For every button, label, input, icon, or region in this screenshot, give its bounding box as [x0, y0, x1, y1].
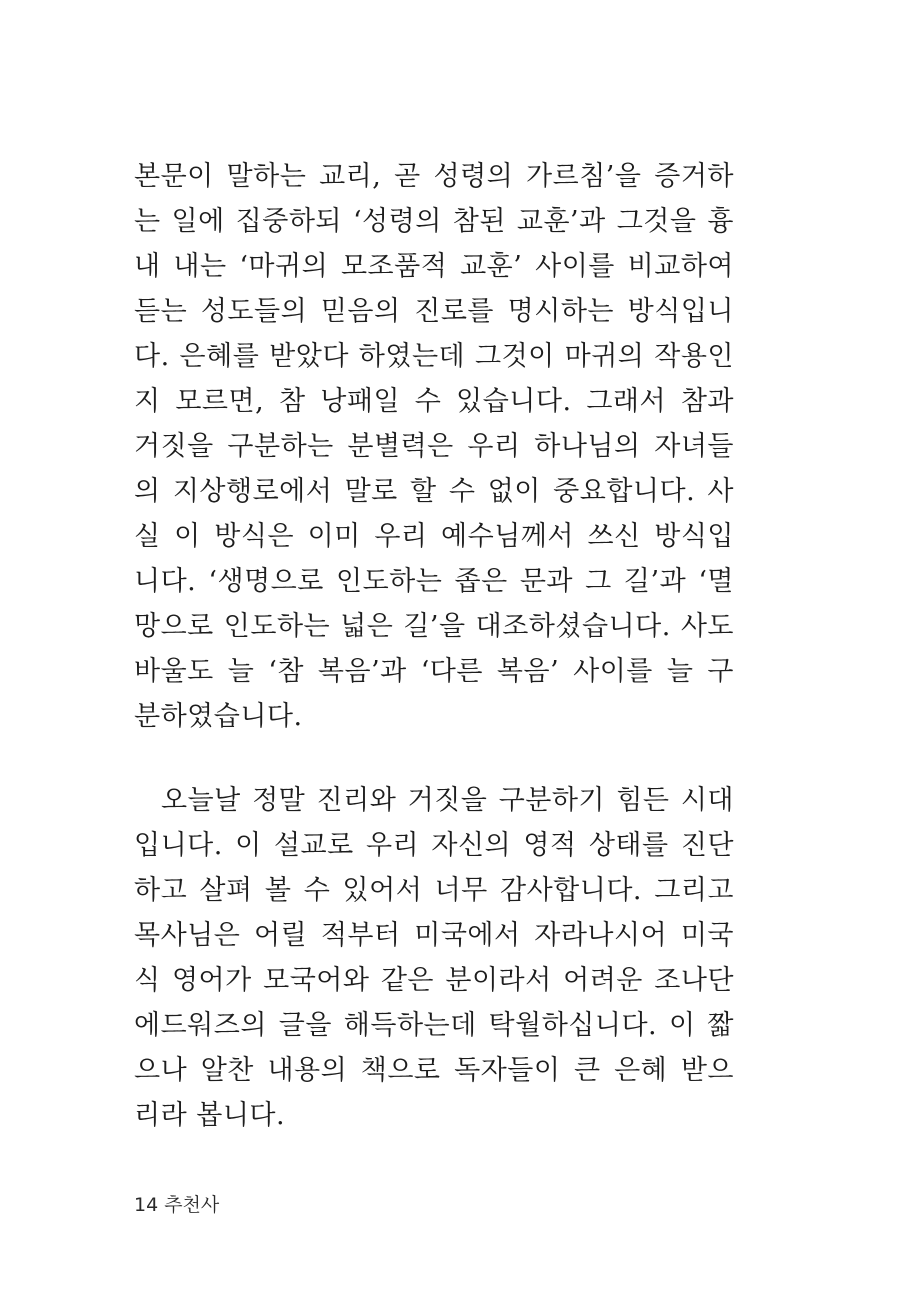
- text-line: 리라 봅니다.: [134, 1100, 286, 1131]
- page-footer: [134, 1190, 219, 1217]
- text-line: 내 내는 ‘마귀의 모조품적 교훈’ 사이를 비교하여: [134, 251, 734, 282]
- text-line: 니다. ‘생명으로 인도하는 좁은 문과 그 길’과 ‘멸: [134, 566, 734, 597]
- paragraph-1: [134, 154, 734, 739]
- text-line: 지 모르면, 참 낭패일 수 있습니다. 그래서 참과: [134, 386, 734, 417]
- text-line: 식 영어가 모국어와 같은 분이라서 어려운 조나단: [134, 965, 734, 996]
- text-line: 다. 은혜를 받았다 하였는데 그것이 마귀의 작용인: [134, 341, 734, 372]
- text-line: 목사님은 어릴 적부터 미국에서 자라나시어 미국: [134, 920, 734, 951]
- text-line: 오늘날 정말 진리와 거짓을 구분하기 힘든 시대: [161, 785, 734, 816]
- page-number: 14: [134, 1194, 159, 1216]
- text-line: 입니다. 이 설교로 우리 자신의 영적 상태를 진단: [134, 830, 734, 861]
- text-line: 으나 알찬 내용의 책으로 독자들이 큰 은혜 받으: [134, 1055, 734, 1086]
- text-line: 의 지상행로에서 말로 할 수 없이 중요합니다. 사: [134, 476, 734, 507]
- text-line: 본문이 말하는 교리, 곧 성령의 가르침’을 증거하: [134, 161, 734, 192]
- text-line: 분하였습니다.: [134, 701, 303, 732]
- text-line: 바울도 늘 ‘참 복음’과 ‘다른 복음’ 사이를 늘 구: [134, 656, 734, 687]
- text-line: 실 이 방식은 이미 우리 예수님께서 쓰신 방식입: [134, 521, 734, 552]
- text-line: 듣는 성도들의 믿음의 진로를 명시하는 방식입니: [134, 296, 734, 327]
- text-line: 는 일에 집중하되 ‘성령의 참된 교훈’과 그것을 흉: [134, 206, 734, 237]
- section-title: 추천사: [164, 1194, 220, 1216]
- paragraph-2: [134, 778, 734, 1138]
- text-line: 거짓을 구분하는 분별력은 우리 하나님의 자녀들: [134, 431, 734, 462]
- text-line: 하고 살펴 볼 수 있어서 너무 감사합니다. 그리고: [134, 875, 734, 906]
- text-line: 에드워즈의 글을 해득하는데 탁월하십니다. 이 짧: [134, 1010, 734, 1041]
- text-line: 망으로 인도하는 넓은 길’을 대조하셨습니다. 사도: [134, 611, 734, 642]
